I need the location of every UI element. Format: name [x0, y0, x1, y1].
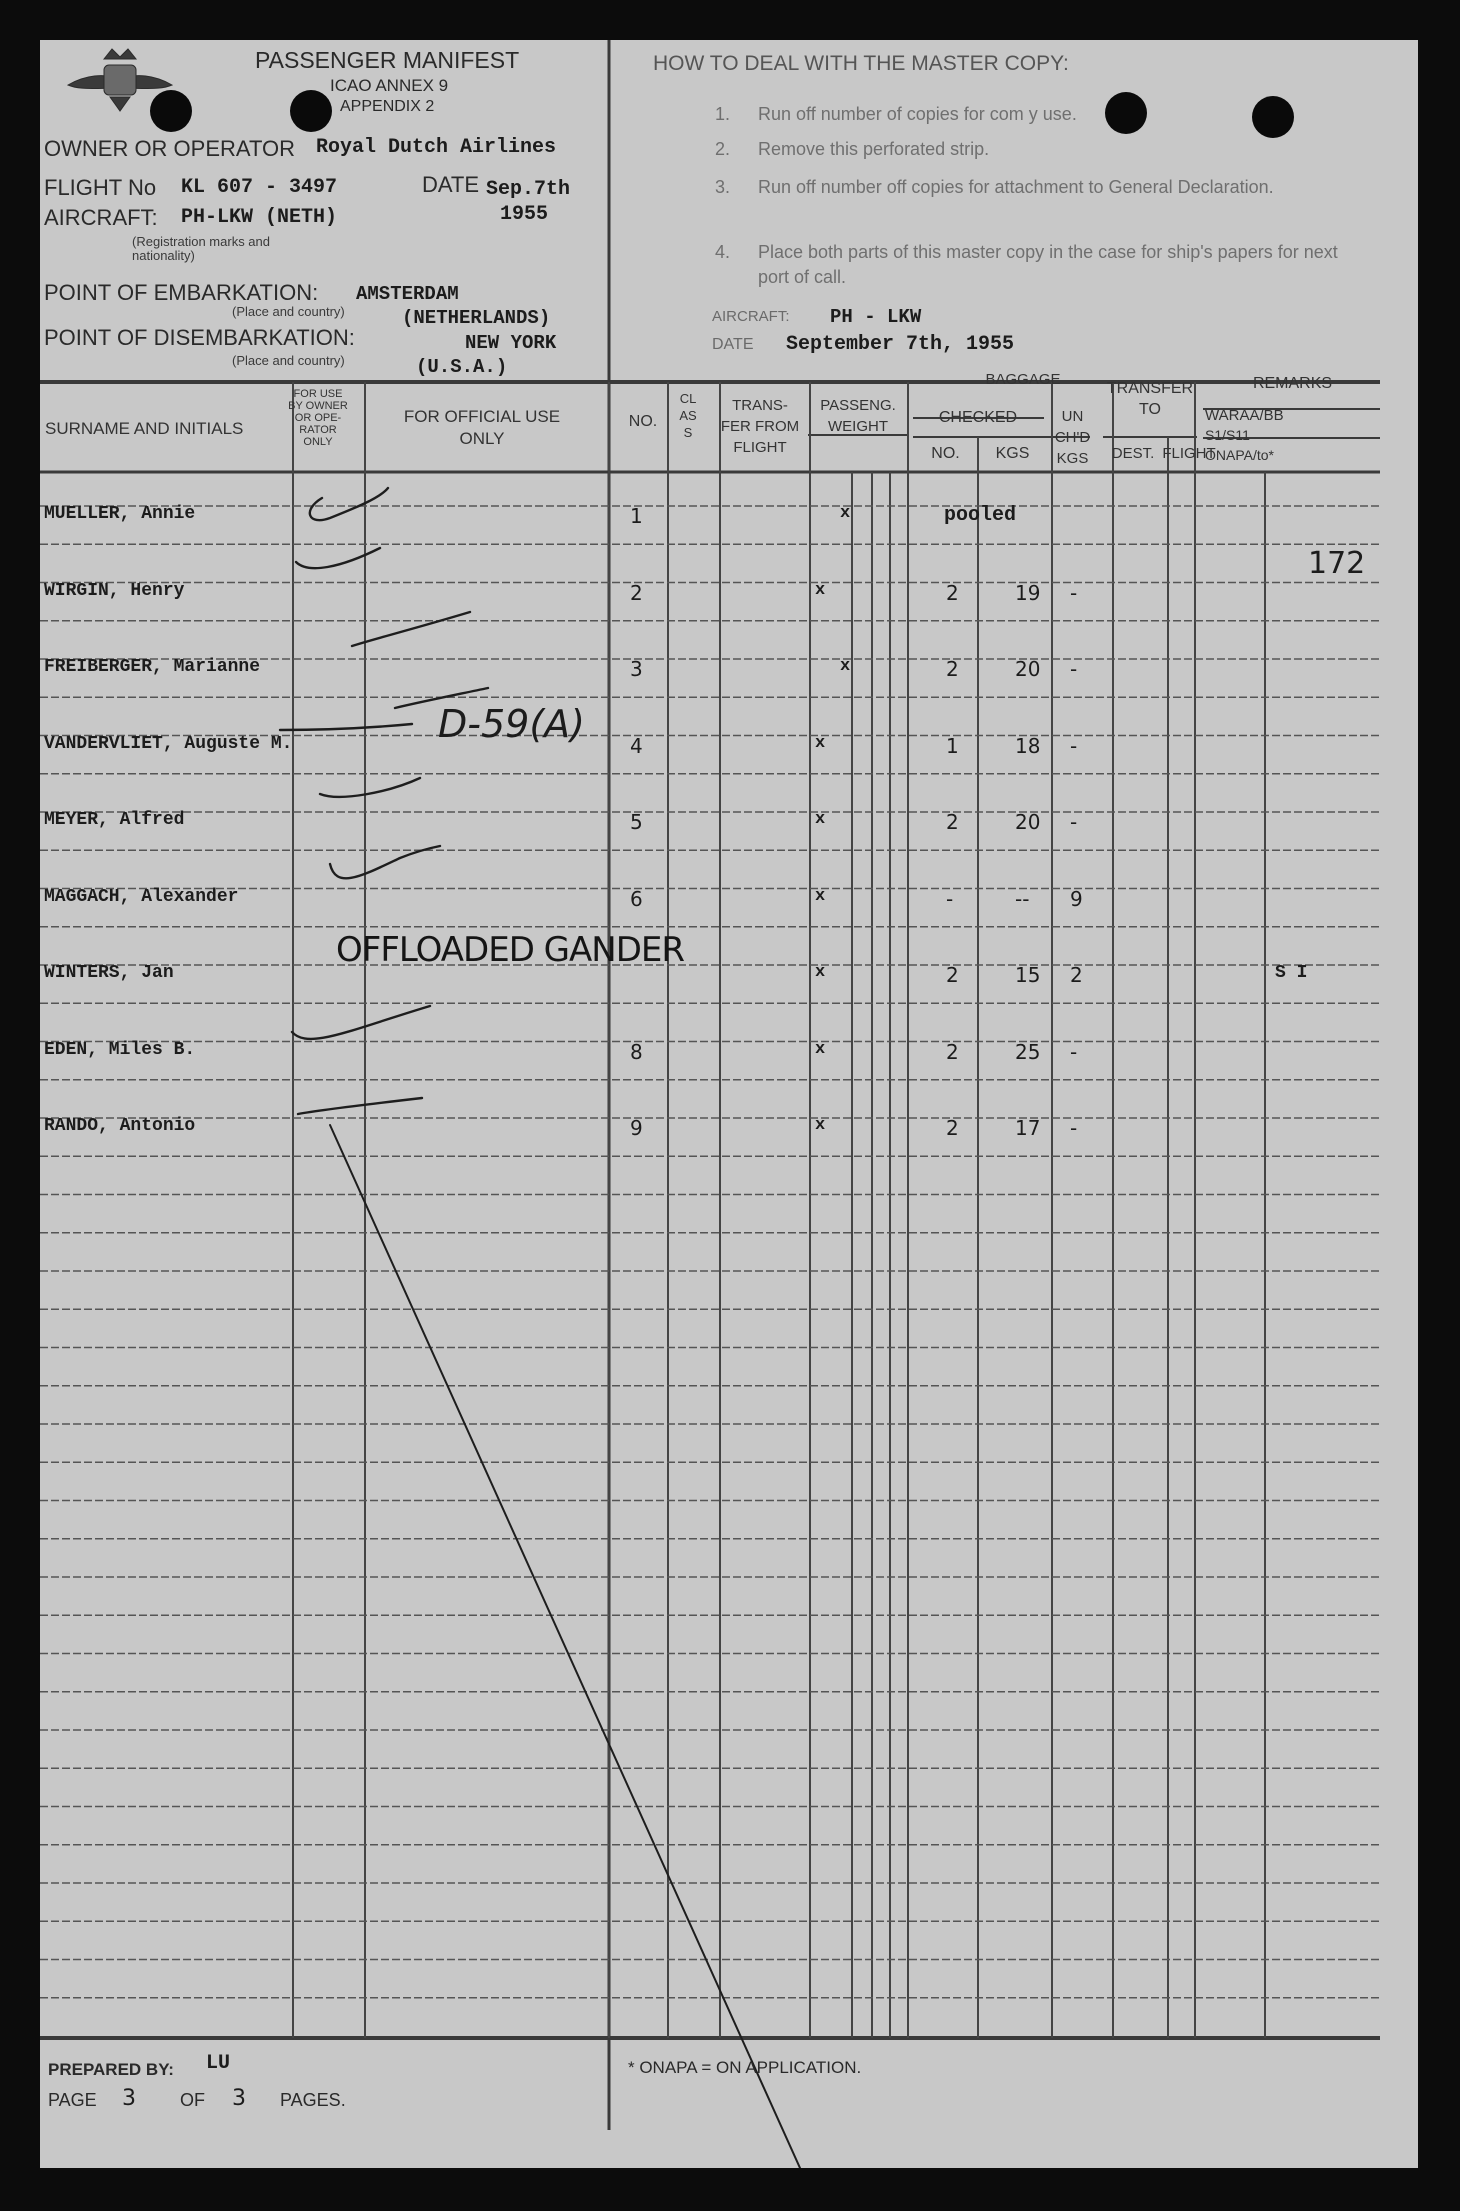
baggage-kgs: 25 — [1015, 1039, 1041, 1064]
baggage-kgs: 18 — [1015, 733, 1041, 758]
passenger-name: MEYER, Alfred — [44, 810, 185, 830]
disembarkation-label: POINT OF DISEMBARKATION: — [44, 325, 355, 350]
col-class: CLASS — [679, 391, 697, 440]
col-transfer-from: TRANS-FER FROM FLIGHT — [720, 397, 800, 456]
passenger-number: 6 — [630, 886, 643, 911]
instr-aircraft-label: AIRCRAFT: — [712, 308, 790, 325]
unchecked-kgs: - — [1070, 580, 1078, 605]
owner-value: Royal Dutch Airlines — [316, 136, 557, 159]
remark-172: 172 — [1308, 546, 1366, 581]
class-mark: x — [815, 580, 826, 600]
punch-hole — [1105, 92, 1147, 134]
instruction-4-num: 4. — [715, 242, 731, 262]
instr-date-label: DATE — [712, 336, 754, 353]
baggage-count: - — [946, 886, 954, 911]
passenger-name: FREIBERGER, Marianne — [44, 657, 261, 677]
col-weight: PASSENG. WEIGHT — [820, 397, 896, 435]
baggage-count: 1 — [946, 733, 959, 758]
date-year: 1955 — [500, 203, 549, 226]
col-baggage: BAGGAGE — [985, 371, 1061, 388]
manifest-title: PASSENGER MANIFEST — [255, 47, 520, 73]
class-mark: x — [815, 733, 826, 753]
baggage-count: 2 — [946, 1116, 959, 1140]
col-remarks: REMARKS — [1252, 375, 1333, 392]
disembarkation-value: NEW YORK — [465, 332, 557, 354]
page-label: PAGE — [48, 2090, 97, 2110]
instr-aircraft-value: PH - LKW — [830, 306, 922, 328]
remarks-code-2: S1/S11 — [1205, 427, 1250, 443]
prepared-by-value: LU — [206, 2052, 231, 2075]
passenger-number: 1 — [630, 504, 643, 528]
punch-hole — [1252, 96, 1294, 138]
instruction-3-num: 3. — [715, 177, 731, 197]
passenger-name: MAGGACH, Alexander — [44, 886, 239, 907]
remarks-code-1: WARAA/BB — [1205, 407, 1284, 424]
flight-label: FLIGHT No — [44, 175, 157, 200]
baggage-count: pooled — [944, 504, 1017, 527]
instruction-4-text: Place both parts of this master copy in the case for ship's papers for next port of call. — [758, 242, 1338, 287]
unchecked-kgs: - — [1070, 810, 1078, 834]
aircraft-label: AIRCRAFT: — [44, 205, 158, 230]
class-mark: x — [815, 1039, 826, 1059]
passenger-name: RANDO, Antonio — [44, 1116, 196, 1136]
remarks-code-3: ONAPA/to* — [1205, 447, 1274, 463]
col-bag-kgs: KGS — [995, 445, 1030, 462]
passenger-name: VANDERVLIET, Auguste M. — [44, 733, 293, 754]
owner-label: OWNER OR OPERATOR — [44, 136, 295, 161]
date-label: DATE — [422, 172, 480, 197]
onapa-note: * ONAPA = ON APPLICATION. — [628, 2058, 862, 2077]
baggage-kgs: -- — [1015, 886, 1030, 911]
class-mark: x — [815, 810, 826, 829]
passenger-number: 9 — [630, 1116, 643, 1140]
baggage-count: 2 — [946, 1039, 959, 1064]
embarkation-place-note: (Place and country) — [232, 304, 345, 319]
airline-crown-logo — [60, 45, 180, 117]
flight-value: KL 607 - 3497 — [181, 176, 338, 199]
passenger-name: MUELLER, Annie — [44, 504, 196, 524]
appendix-label: APPENDIX 2 — [340, 98, 435, 115]
punch-hole — [290, 90, 332, 132]
handwritten-code: D-59(A) — [438, 702, 585, 746]
col-bag-no: NO. — [931, 445, 960, 462]
class-mark: x — [815, 963, 826, 982]
instr-date-value: September 7th, 1955 — [786, 333, 1015, 356]
passenger-number: 8 — [630, 1039, 643, 1064]
baggage-kgs: 19 — [1015, 580, 1041, 605]
passenger-number: 5 — [630, 810, 643, 834]
passenger-name: WIRGIN, Henry — [44, 580, 185, 601]
remark: S I — [1275, 963, 1308, 983]
baggage-count: 2 — [946, 810, 959, 834]
embarkation-label: POINT OF EMBARKATION: — [44, 280, 319, 305]
unchecked-kgs: 9 — [1070, 886, 1083, 911]
col-flight: FLIGHT — [1162, 445, 1216, 462]
class-mark: x — [815, 1116, 826, 1135]
embarkation-value: AMSTERDAM — [356, 283, 459, 305]
unchecked-kgs: - — [1070, 1116, 1078, 1140]
of-label: OF — [180, 2090, 205, 2110]
col-dest: DEST. — [1111, 445, 1155, 462]
instructions-title: HOW TO DEAL WITH THE MASTER COPY: — [653, 52, 1069, 75]
page-number: 3 — [122, 2086, 136, 2111]
passenger-name: EDEN, Miles B. — [44, 1039, 196, 1060]
unchecked-kgs: 2 — [1070, 963, 1083, 987]
baggage-count: 2 — [946, 657, 959, 681]
instruction-2-text: Remove this perforated strip. — [758, 139, 990, 159]
pages-label: PAGES. — [280, 2090, 346, 2110]
col-checked: CHECKED — [938, 409, 1018, 426]
instruction-2-num: 2. — [715, 139, 731, 159]
class-mark: x — [815, 886, 826, 906]
col-transfer-to: TRANSFER TO — [1106, 380, 1194, 418]
offloaded-stamp: OFFLOADED GANDER — [336, 930, 685, 970]
manifest-sheet — [40, 40, 1418, 2168]
class-mark: x — [840, 504, 851, 523]
instruction-1-text: Run off number of copies for com y use. — [758, 104, 1077, 124]
unchecked-kgs: - — [1070, 657, 1078, 681]
instruction-1-num: 1. — [715, 104, 731, 124]
unchecked-kgs: - — [1070, 733, 1078, 758]
passenger-number: 2 — [630, 580, 643, 605]
date-value: Sep.7th — [486, 178, 571, 201]
registration-note: (Registration marks and nationality) — [132, 234, 270, 263]
col-no: NO. — [628, 413, 658, 430]
passenger-name: WINTERS, Jan — [44, 963, 174, 983]
baggage-kgs: 20 — [1015, 810, 1041, 834]
baggage-kgs: 20 — [1015, 657, 1041, 681]
prepared-by-label: PREPARED BY: — [48, 2060, 174, 2079]
annex-label: ICAO ANNEX 9 — [330, 76, 449, 95]
col-unchecked: UN CH'D KGS — [1054, 408, 1091, 467]
page-total: 3 — [232, 2086, 246, 2111]
instruction-3-text: Run off number off copies for attachment to General Declaration. — [758, 177, 1274, 197]
disembarkation-country: (U.S.A.) — [416, 356, 508, 378]
col-owner-use: FOR USE BY OWNER OR OPE-RATOR ONLY — [288, 388, 348, 448]
unchecked-kgs: - — [1070, 1039, 1078, 1064]
baggage-count: 2 — [946, 580, 959, 605]
baggage-kgs: 15 — [1015, 963, 1041, 987]
passenger-number: 4 — [630, 733, 643, 758]
class-mark: x — [840, 657, 851, 676]
passenger-number: 3 — [630, 657, 643, 681]
col-surname: SURNAME AND INITIALS — [45, 419, 244, 438]
embarkation-country: (NETHERLANDS) — [402, 307, 551, 329]
col-official-use: FOR OFFICIAL USE ONLY — [403, 407, 561, 448]
aircraft-value: PH-LKW (NETH) — [181, 206, 338, 229]
baggage-kgs: 17 — [1015, 1116, 1041, 1140]
baggage-count: 2 — [946, 963, 959, 987]
disembarkation-place-note: (Place and country) — [232, 353, 345, 368]
